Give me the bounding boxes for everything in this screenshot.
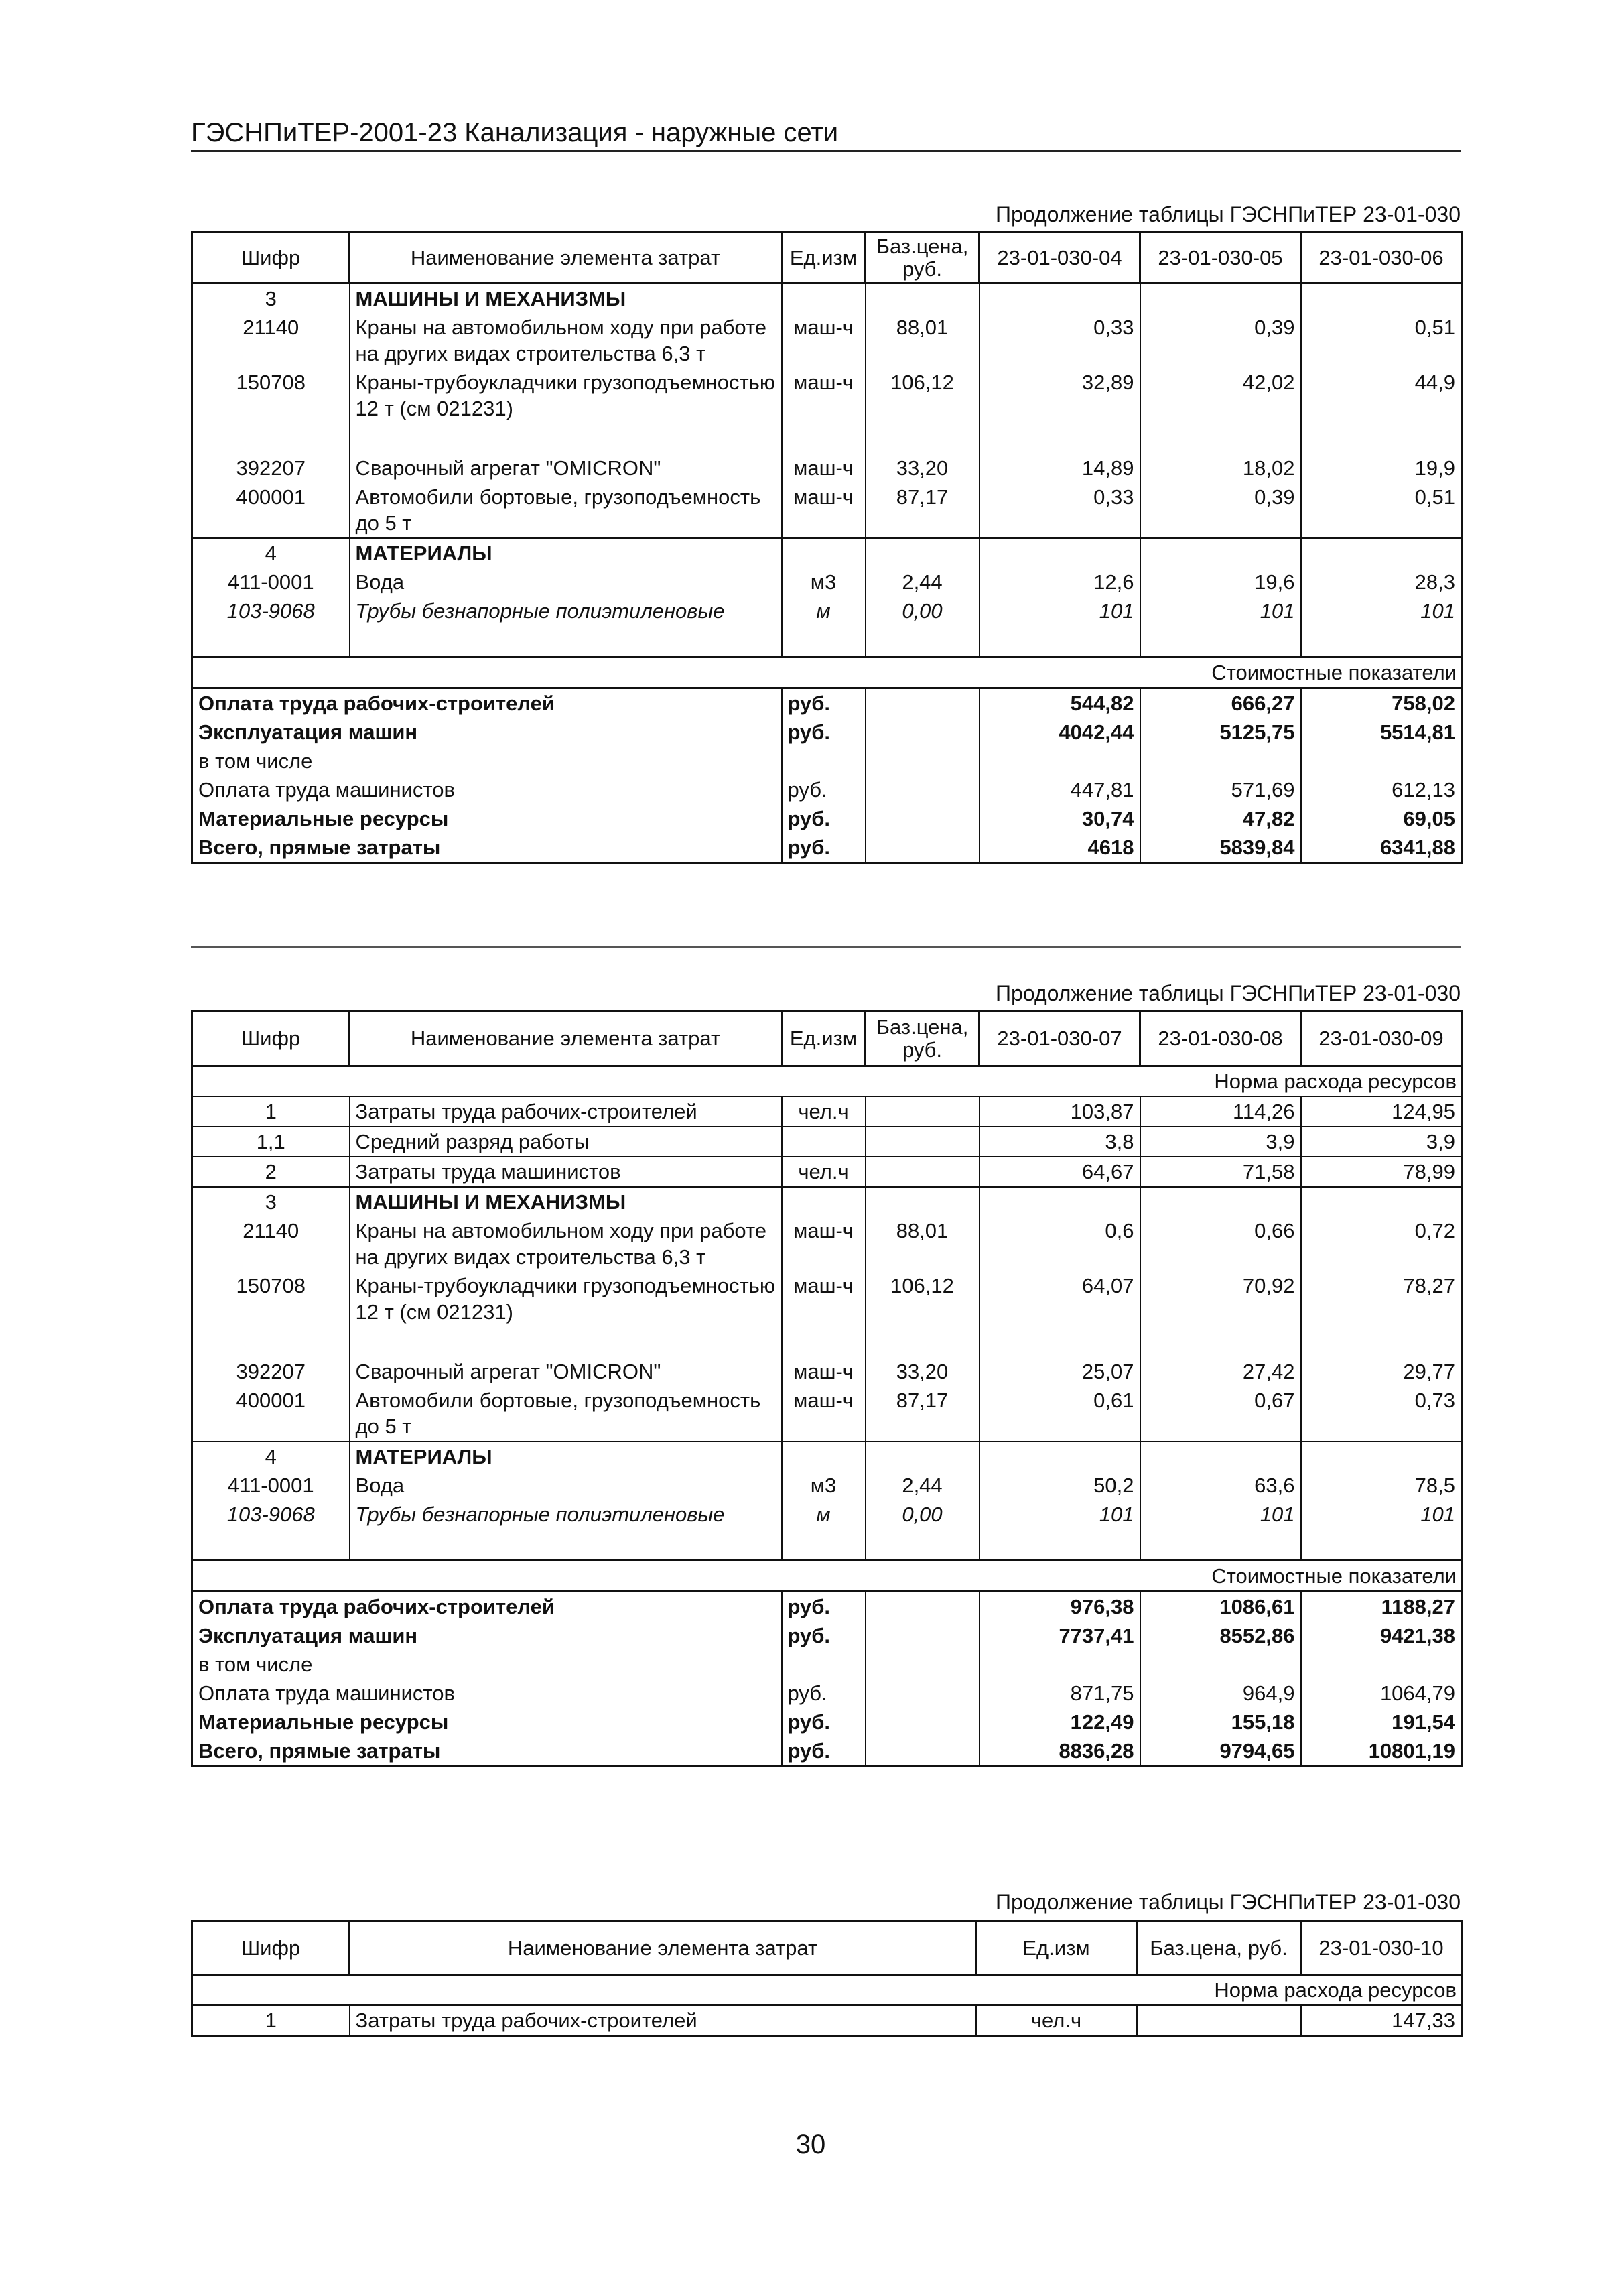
row-price: 87,17 (866, 1386, 979, 1442)
total-row (192, 747, 1462, 775)
row-name: Краны на автомобильном ходу при работе на других видах строительства 6,3 т (350, 1216, 782, 1271)
row-price (866, 1157, 979, 1187)
total-row (192, 1592, 1462, 1622)
total-value (979, 1650, 1140, 1679)
row-name: Затраты труда машинистов (350, 1157, 782, 1187)
total-unit (782, 747, 866, 775)
row-value (979, 538, 1140, 568)
row-unit (782, 1127, 866, 1157)
row-price: 88,01 (866, 313, 979, 368)
row-price (1137, 2005, 1301, 2036)
row-value: 50,2 (979, 1471, 1140, 1500)
total-value: 758,02 (1301, 688, 1462, 718)
row-value: 124,95 (1301, 1096, 1462, 1127)
row-value (979, 283, 1140, 314)
row-name: Краны-трубоукладчики грузоподъемностью 12 т (см 021231) (350, 368, 782, 423)
row-value: 0,6 (979, 1216, 1140, 1271)
table-row (192, 1216, 1462, 1271)
row-value: 0,33 (979, 483, 1140, 538)
row-code: 4 (192, 538, 350, 568)
col-header-unit: Ед.изм (782, 233, 866, 283)
total-row (192, 1621, 1462, 1650)
row-name: Автомобили бортовые, грузоподъемность до 5 т (350, 1386, 782, 1442)
total-value: 6341,88 (1301, 833, 1462, 863)
row-value: 101 (1301, 1500, 1462, 1529)
total-value: 571,69 (1140, 775, 1301, 804)
table-row (192, 1386, 1462, 1442)
total-label: Всего, прямые затраты (192, 833, 782, 863)
row-price (866, 283, 979, 314)
col-header-code: Шифр (192, 233, 350, 283)
col-header-norm: 23-01-030-10 (1301, 1921, 1462, 1975)
total-label: Материальные ресурсы (192, 1708, 782, 1736)
total-unit: руб. (782, 1679, 866, 1708)
row-name: Трубы безнапорные полиэтиленовые (350, 596, 782, 625)
table-row (192, 483, 1462, 538)
col-header-code: Шифр (192, 1921, 350, 1975)
col-header-price: Баз.цена, руб. (866, 233, 979, 283)
spacer-row (192, 1326, 1462, 1357)
total-label: Всего, прямые затраты (192, 1736, 782, 1767)
table-row (192, 1471, 1462, 1500)
page-header: ГЭСНПиТЕР-2001-23 Канализация - наружные сети (191, 118, 839, 147)
total-value: 447,81 (979, 775, 1140, 804)
row-value: 64,07 (979, 1271, 1140, 1326)
table-row (192, 368, 1462, 423)
row-value: 0,61 (979, 1386, 1140, 1442)
table-row (192, 1442, 1462, 1471)
total-row (192, 1650, 1462, 1679)
row-unit: чел.ч (976, 2005, 1137, 2036)
col-header-price: Баз.цена, руб. (866, 1011, 979, 1066)
row-value: 12,6 (979, 568, 1140, 596)
row-value (979, 1187, 1140, 1216)
row-unit (782, 1442, 866, 1471)
row-value (1301, 1187, 1462, 1216)
table-row (192, 2005, 1462, 2036)
row-price: 106,12 (866, 1271, 979, 1326)
norm-band-label: Норма расхода ресурсов (192, 1975, 1462, 2006)
total-value: 5125,75 (1140, 718, 1301, 747)
total-unit (782, 1650, 866, 1679)
row-price: 106,12 (866, 368, 979, 423)
row-name: Сварочный агрегат "OMICRON" (350, 454, 782, 483)
total-value: 964,9 (1140, 1679, 1301, 1708)
row-value: 25,07 (979, 1357, 1140, 1386)
row-name: Автомобили бортовые, грузоподъемность до 5 т (350, 483, 782, 538)
total-unit: руб. (782, 804, 866, 833)
total-value (1301, 1650, 1462, 1679)
total-row (192, 1736, 1462, 1767)
total-row (192, 775, 1462, 804)
total-value: 9421,38 (1301, 1621, 1462, 1650)
spacer-row (192, 423, 1462, 454)
cost-band-label: Стоимостные показатели (192, 657, 1462, 688)
total-row (192, 833, 1462, 863)
total-value: 7737,41 (979, 1621, 1140, 1650)
total-unit: руб. (782, 775, 866, 804)
table1-caption: Продолжение таблицы ГЭСНПиТЕР 23-01-030 (996, 202, 1461, 227)
row-price: 0,00 (866, 596, 979, 625)
row-value (1140, 1442, 1301, 1471)
row-name: Вода (350, 568, 782, 596)
row-name: Средний разряд работы (350, 1127, 782, 1157)
row-value: 18,02 (1140, 454, 1301, 483)
row-value: 70,92 (1140, 1271, 1301, 1326)
row-unit: маш-ч (782, 454, 866, 483)
row-value: 101 (1301, 596, 1462, 625)
row-code: 411-0001 (192, 568, 350, 596)
table-row (192, 538, 1462, 568)
row-price (866, 1096, 979, 1127)
row-value: 114,26 (1140, 1096, 1301, 1127)
col-header-norm: 23-01-030-09 (1301, 1011, 1462, 1066)
row-code: 392207 (192, 1357, 350, 1386)
row-value (1301, 283, 1462, 314)
table-row (192, 1157, 1462, 1187)
row-value: 147,33 (1301, 2005, 1462, 2036)
total-value: 1064,79 (1301, 1679, 1462, 1708)
total-value (1140, 1650, 1301, 1679)
table-row (192, 1500, 1462, 1529)
total-row (192, 1679, 1462, 1708)
row-code: 392207 (192, 454, 350, 483)
row-value: 64,67 (979, 1157, 1140, 1187)
row-value (1140, 283, 1301, 314)
total-value: 5514,81 (1301, 718, 1462, 747)
row-value: 101 (979, 596, 1140, 625)
total-unit: руб. (782, 1592, 866, 1622)
total-unit: руб. (782, 1708, 866, 1736)
row-value: 78,27 (1301, 1271, 1462, 1326)
row-unit (782, 283, 866, 314)
row-value: 103,87 (979, 1096, 1140, 1127)
table-row (192, 1127, 1462, 1157)
total-value: 976,38 (979, 1592, 1140, 1622)
band-row (192, 657, 1462, 688)
total-value: 1086,61 (1140, 1592, 1301, 1622)
row-value: 19,9 (1301, 454, 1462, 483)
row-value: 0,72 (1301, 1216, 1462, 1271)
row-name: Затраты труда рабочих-строителей (350, 1096, 782, 1127)
table2-caption: Продолжение таблицы ГЭСНПиТЕР 23-01-030 (996, 981, 1461, 1005)
total-value: 8836,28 (979, 1736, 1140, 1767)
row-code: 1 (192, 1096, 350, 1127)
row-code: 150708 (192, 1271, 350, 1326)
row-name: Затраты труда рабочих-строителей (350, 2005, 976, 2036)
total-label: Оплата труда рабочих-строителей (192, 1592, 782, 1622)
table-separator (191, 946, 1461, 948)
row-value: 28,3 (1301, 568, 1462, 596)
total-value: 9794,65 (1140, 1736, 1301, 1767)
row-value: 101 (979, 1500, 1140, 1529)
total-unit: руб. (782, 833, 866, 863)
row-value: 3,9 (1301, 1127, 1462, 1157)
row-unit: м (782, 596, 866, 625)
row-value (1140, 1187, 1301, 1216)
table-row (192, 454, 1462, 483)
row-name: Краны-трубоукладчики грузоподъемностью 12 т (см 021231) (350, 1271, 782, 1326)
row-price (866, 1442, 979, 1471)
page-number: 30 (795, 2130, 826, 2159)
spacer-row (192, 1529, 1462, 1561)
total-value: 69,05 (1301, 804, 1462, 833)
table-row (192, 1357, 1462, 1386)
row-unit: чел.ч (782, 1157, 866, 1187)
row-unit: м3 (782, 1471, 866, 1500)
total-value: 666,27 (1140, 688, 1301, 718)
row-name: МАТЕРИАЛЫ (350, 1442, 782, 1471)
row-unit (782, 1187, 866, 1216)
total-value: 155,18 (1140, 1708, 1301, 1736)
total-label: Оплата труда машинистов (192, 775, 782, 804)
row-value: 101 (1140, 1500, 1301, 1529)
row-name: Вода (350, 1471, 782, 1500)
row-price: 88,01 (866, 1216, 979, 1271)
total-label: Эксплуатация машин (192, 718, 782, 747)
row-unit: маш-ч (782, 1386, 866, 1442)
row-value: 78,99 (1301, 1157, 1462, 1187)
table-row (192, 1271, 1462, 1326)
total-label: в том числе (192, 747, 782, 775)
total-value: 30,74 (979, 804, 1140, 833)
row-value (1301, 1442, 1462, 1471)
row-price: 2,44 (866, 568, 979, 596)
row-value (1140, 538, 1301, 568)
row-value: 0,39 (1140, 483, 1301, 538)
row-value: 14,89 (979, 454, 1140, 483)
row-value: 0,39 (1140, 313, 1301, 368)
total-value: 612,13 (1301, 775, 1462, 804)
row-code: 150708 (192, 368, 350, 423)
row-price: 33,20 (866, 454, 979, 483)
total-value: 47,82 (1140, 804, 1301, 833)
total-unit: руб. (782, 688, 866, 718)
row-unit: чел.ч (782, 1096, 866, 1127)
col-header-norm: 23-01-030-06 (1301, 233, 1462, 283)
row-code: 1,1 (192, 1127, 350, 1157)
total-row (192, 1708, 1462, 1736)
row-name: МАТЕРИАЛЫ (350, 538, 782, 568)
row-value: 63,6 (1140, 1471, 1301, 1500)
row-unit: маш-ч (782, 1216, 866, 1271)
row-unit: м (782, 1500, 866, 1529)
band-row (192, 1066, 1462, 1097)
row-unit: маш-ч (782, 1271, 866, 1326)
col-header-norm: 23-01-030-04 (979, 233, 1140, 283)
total-value: 8552,86 (1140, 1621, 1301, 1650)
row-value: 32,89 (979, 368, 1140, 423)
table-row (192, 1096, 1462, 1127)
row-value: 0,51 (1301, 313, 1462, 368)
row-name: Сварочный агрегат "OMICRON" (350, 1357, 782, 1386)
total-label: Эксплуатация машин (192, 1621, 782, 1650)
col-header-norm: 23-01-030-08 (1140, 1011, 1301, 1066)
row-value: 101 (1140, 596, 1301, 625)
col-header-name: Наименование элемента затрат (350, 1011, 782, 1066)
total-value: 544,82 (979, 688, 1140, 718)
total-value: 4042,44 (979, 718, 1140, 747)
row-name: МАШИНЫ И МЕХАНИЗМЫ (350, 1187, 782, 1216)
row-price: 87,17 (866, 483, 979, 538)
total-row (192, 804, 1462, 833)
total-value (1140, 747, 1301, 775)
row-code: 103-9068 (192, 596, 350, 625)
row-unit: маш-ч (782, 483, 866, 538)
row-price: 33,20 (866, 1357, 979, 1386)
col-header-name: Наименование элемента затрат (350, 233, 782, 283)
row-price (866, 1187, 979, 1216)
row-unit: маш-ч (782, 368, 866, 423)
row-code: 4 (192, 1442, 350, 1471)
row-price: 2,44 (866, 1471, 979, 1500)
row-price: 0,00 (866, 1500, 979, 1529)
table-row (192, 568, 1462, 596)
row-value: 0,51 (1301, 483, 1462, 538)
col-header-name: Наименование элемента затрат (350, 1921, 976, 1975)
row-value (1301, 538, 1462, 568)
row-name: МАШИНЫ И МЕХАНИЗМЫ (350, 283, 782, 314)
total-value (979, 747, 1140, 775)
table-3 (191, 1920, 1463, 2037)
total-value (1301, 747, 1462, 775)
table3-caption: Продолжение таблицы ГЭСНПиТЕР 23-01-030 (996, 1890, 1461, 1914)
header-rule (191, 150, 1461, 152)
row-value: 71,58 (1140, 1157, 1301, 1187)
total-value: 4618 (979, 833, 1140, 863)
row-value: 0,67 (1140, 1386, 1301, 1442)
table-2 (191, 1010, 1463, 1767)
row-code: 2 (192, 1157, 350, 1187)
cost-band-label: Стоимостные показатели (192, 1561, 1462, 1592)
table-row (192, 1187, 1462, 1216)
row-value: 0,66 (1140, 1216, 1301, 1271)
total-value: 871,75 (979, 1679, 1140, 1708)
table-row (192, 313, 1462, 368)
row-value: 0,33 (979, 313, 1140, 368)
row-code: 21140 (192, 313, 350, 368)
row-code: 411-0001 (192, 1471, 350, 1500)
norm-band-label: Норма расхода ресурсов (192, 1066, 1462, 1097)
row-value: 78,5 (1301, 1471, 1462, 1500)
col-header-norm: 23-01-030-07 (979, 1011, 1140, 1066)
row-value: 3,8 (979, 1127, 1140, 1157)
total-label: Материальные ресурсы (192, 804, 782, 833)
row-price (866, 538, 979, 568)
total-label: Оплата труда рабочих-строителей (192, 688, 782, 718)
band-row (192, 1975, 1462, 2006)
row-unit: м3 (782, 568, 866, 596)
table-row (192, 596, 1462, 625)
total-row (192, 718, 1462, 747)
row-value: 44,9 (1301, 368, 1462, 423)
row-price (866, 1127, 979, 1157)
row-code: 400001 (192, 483, 350, 538)
total-label: Оплата труда машинистов (192, 1679, 782, 1708)
col-header-price: Баз.цена, руб. (1137, 1921, 1301, 1975)
row-unit: маш-ч (782, 313, 866, 368)
row-code: 1 (192, 2005, 350, 2036)
row-name: Краны на автомобильном ходу при работе на других видах строительства 6,3 т (350, 313, 782, 368)
col-header-code: Шифр (192, 1011, 350, 1066)
total-value: 1188,27 (1301, 1592, 1462, 1622)
band-row (192, 1561, 1462, 1592)
row-value: 42,02 (1140, 368, 1301, 423)
total-value: 122,49 (979, 1708, 1140, 1736)
col-header-unit: Ед.изм (782, 1011, 866, 1066)
total-value: 5839,84 (1140, 833, 1301, 863)
row-unit (782, 538, 866, 568)
total-unit: руб. (782, 1736, 866, 1767)
total-unit: руб. (782, 718, 866, 747)
row-value: 3,9 (1140, 1127, 1301, 1157)
total-unit: руб. (782, 1621, 866, 1650)
table-row (192, 283, 1462, 314)
row-code: 3 (192, 283, 350, 314)
total-row (192, 688, 1462, 718)
row-code: 21140 (192, 1216, 350, 1271)
row-value (979, 1442, 1140, 1471)
spacer-row (192, 625, 1462, 657)
col-header-norm: 23-01-030-05 (1140, 233, 1301, 283)
total-value: 191,54 (1301, 1708, 1462, 1736)
row-unit: маш-ч (782, 1357, 866, 1386)
table-1 (191, 231, 1463, 864)
col-header-unit: Ед.изм (976, 1921, 1137, 1975)
total-value: 10801,19 (1301, 1736, 1462, 1767)
row-code: 400001 (192, 1386, 350, 1442)
row-value: 27,42 (1140, 1357, 1301, 1386)
row-code: 103-9068 (192, 1500, 350, 1529)
row-value: 0,73 (1301, 1386, 1462, 1442)
row-value: 29,77 (1301, 1357, 1462, 1386)
total-label: в том числе (192, 1650, 782, 1679)
row-value: 19,6 (1140, 568, 1301, 596)
row-code: 3 (192, 1187, 350, 1216)
row-name: Трубы безнапорные полиэтиленовые (350, 1500, 782, 1529)
